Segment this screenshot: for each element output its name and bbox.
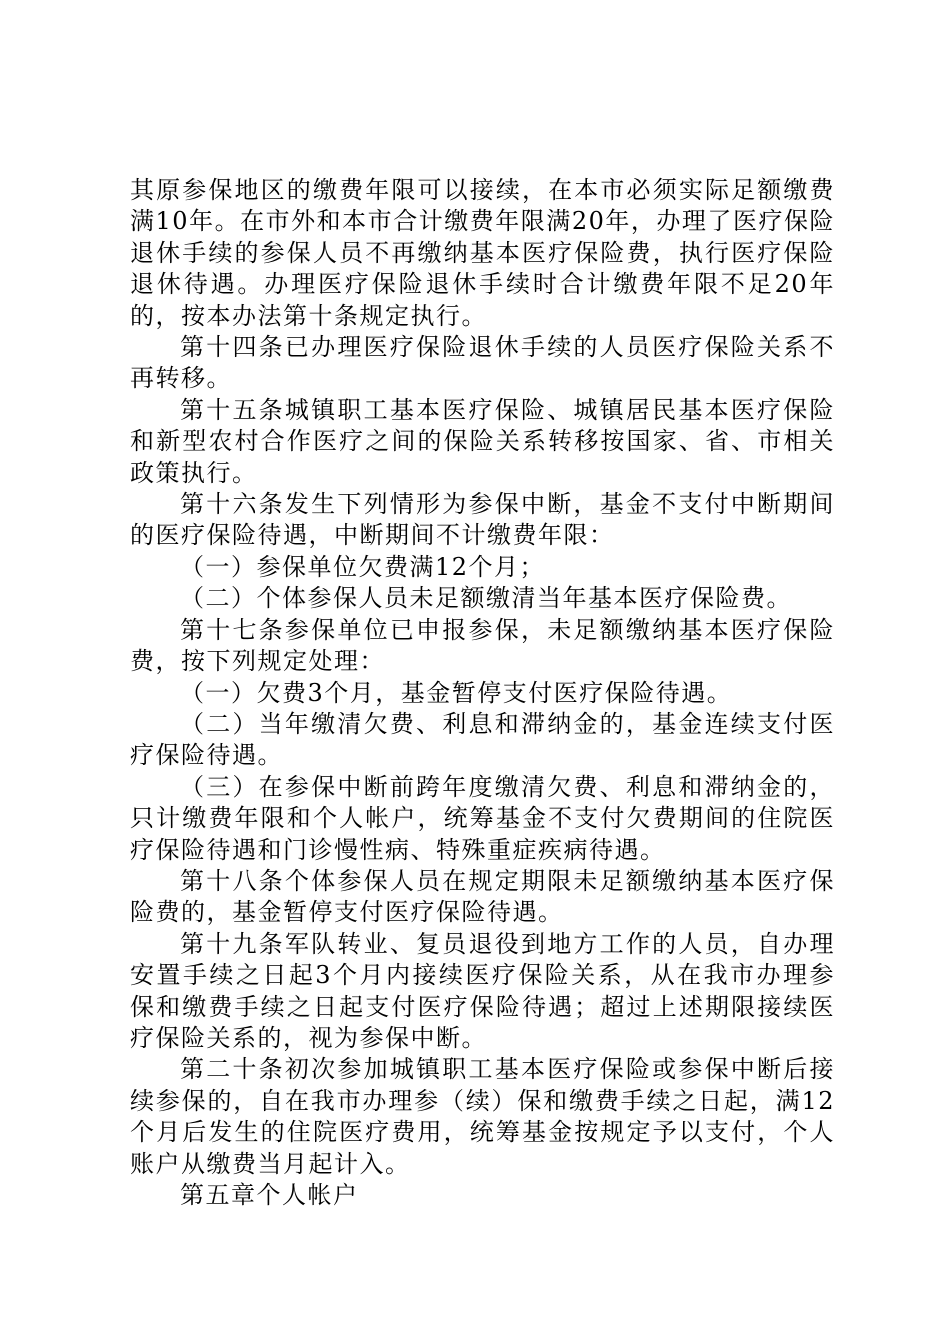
paragraph-article-20: 第二十条初次参加城镇职工基本医疗保险或参保中断后接续参保的，自在我市办理参（续）保和缴费手续之日起，满12个月后发生的住院医疗费用，统筹基金按规定予以支付，个人账户从缴费当月起计入。 (130, 1055, 835, 1178)
document-body (130, 175, 835, 1211)
chapter-heading: 第五章个人帐户 (180, 1181, 359, 1209)
paragraph-article-17: 第十七条参保单位已申报参保，未足额缴纳基本医疗保险费，按下列规定处理： (130, 615, 835, 676)
paragraph-article-16: 第十六条发生下列情形为参保中断，基金不支付中断期间的医疗保险待遇，中断期间不计缴费年限： (130, 490, 835, 550)
paragraph-article-18: 第十八条个体参保人员在规定期限未足额缴纳基本医疗保险费的，基金暂停支付医疗保险待遇。 (130, 866, 835, 927)
paragraph-article-16-item-1: （一）参保单位欠费满12个月； (180, 552, 546, 581)
paragraph-article-15: 第十五条城镇职工基本医疗保险、城镇居民基本医疗保险和新型农村合作医疗之间的保险关系转移按国家、省、市相关政策执行。 (130, 395, 835, 487)
paragraph-article-17-item-3: （三）在参保中断前跨年度缴清欠费、利息和滞纳金的，只计缴费年限和个人帐户，统筹基金不支付欠费期间的住院医疗保险待遇和门诊慢性病、特殊重症疾病待遇。 (130, 772, 835, 864)
paragraph-article-16-item-2: （二）个体参保人员未足额缴清当年基本医疗保险费。 (180, 584, 792, 613)
paragraph-article-14: 第十四条已办理医疗保险退休手续的人员医疗保险关系不再转移。 (130, 333, 835, 393)
paragraph-article-17-item-1: （一）欠费3个月，基金暂停支付医疗保险待遇。 (180, 678, 733, 707)
paragraph-article-17-item-2: （二）当年缴清欠费、利息和滞纳金的，基金连续支付医疗保险待遇。 (130, 709, 835, 770)
paragraph-continuation: 其原参保地区的缴费年限可以接续，在本市必须实际足额缴费满10年。在市外和本市合计缴费年限满20年，办理了医疗保险退休手续的参保人员不再缴纳基本医疗保险费，执行医疗保险退休待遇。办理医疗保险退休手续时合计缴费年限不足20年的，按本办法第十条规定执行。 (130, 176, 835, 330)
paragraph-article-19: 第十九条军队转业、复员退役到地方工作的人员，自办理安置手续之日起3个月内接续医疗保险关系，从在我市办理参保和缴费手续之日起支付医疗保险待遇；超过上述期限接续医疗保险关系的，视为参保中断。 (130, 929, 835, 1052)
